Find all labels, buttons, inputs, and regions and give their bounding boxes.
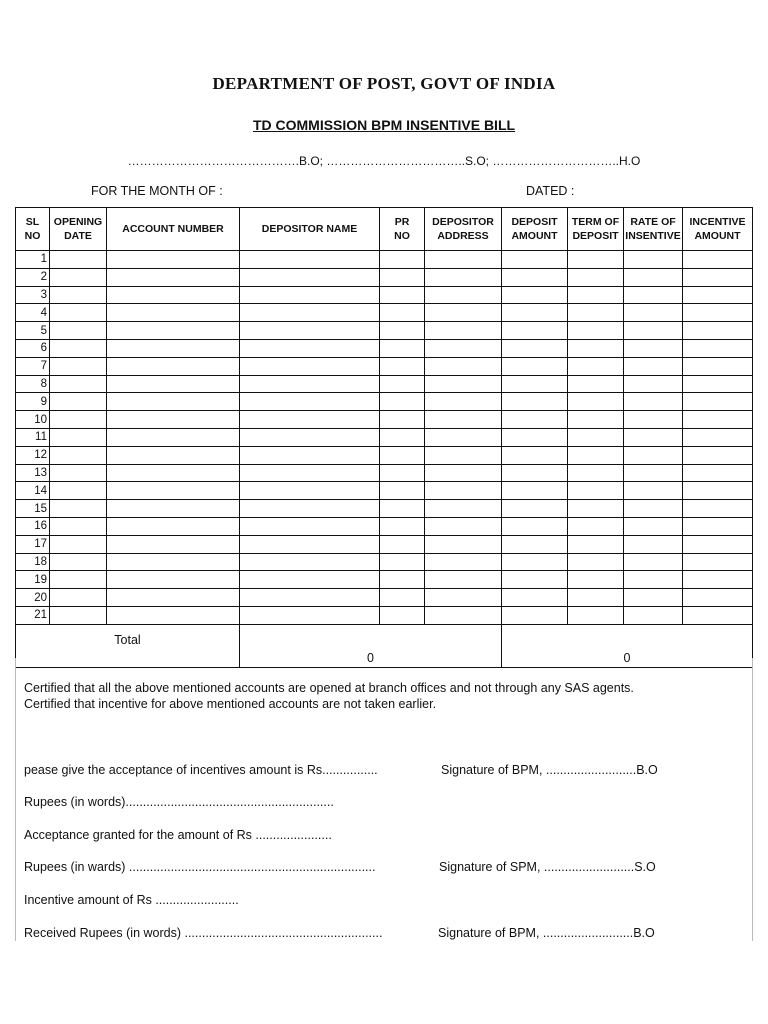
empty-cell bbox=[502, 553, 568, 571]
empty-cell bbox=[380, 482, 425, 500]
column-header-line: NO bbox=[394, 230, 410, 242]
empty-cell bbox=[380, 393, 425, 411]
serial-number: 1 bbox=[16, 251, 50, 269]
table-body bbox=[16, 251, 753, 625]
table-row bbox=[16, 535, 753, 553]
empty-cell bbox=[502, 500, 568, 518]
column-header-line: SL bbox=[25, 216, 40, 228]
serial-number: 4 bbox=[16, 304, 50, 322]
empty-cell bbox=[502, 446, 568, 464]
empty-cell bbox=[380, 535, 425, 553]
empty-cell bbox=[502, 251, 568, 269]
empty-cell bbox=[240, 357, 380, 375]
empty-cell bbox=[50, 606, 107, 624]
empty-cell bbox=[624, 571, 683, 589]
empty-cell bbox=[568, 464, 624, 482]
column-header-line: AMOUNT bbox=[511, 230, 558, 242]
empty-cell bbox=[107, 589, 240, 607]
empty-cell bbox=[240, 482, 380, 500]
empty-cell bbox=[683, 446, 753, 464]
empty-cell bbox=[624, 500, 683, 518]
empty-cell bbox=[425, 375, 502, 393]
empty-cell bbox=[624, 517, 683, 535]
column-header-line: AMOUNT bbox=[694, 230, 741, 242]
serial-number: 20 bbox=[16, 589, 50, 607]
column-header bbox=[568, 208, 624, 251]
serial-number: 11 bbox=[16, 428, 50, 446]
empty-cell bbox=[50, 535, 107, 553]
empty-cell bbox=[380, 411, 425, 429]
empty-cell bbox=[50, 571, 107, 589]
table-row bbox=[16, 553, 753, 571]
empty-cell bbox=[380, 286, 425, 304]
empty-cell bbox=[107, 375, 240, 393]
empty-cell bbox=[502, 375, 568, 393]
empty-cell bbox=[380, 464, 425, 482]
empty-cell bbox=[107, 606, 240, 624]
column-header-line: DEPOSITOR NAME bbox=[261, 223, 358, 235]
empty-cell bbox=[50, 517, 107, 535]
table-row bbox=[16, 482, 753, 500]
empty-cell bbox=[107, 500, 240, 518]
column-header bbox=[624, 208, 683, 251]
column-header-line: ADDRESS bbox=[437, 230, 489, 242]
certification-line-2: Certified that incentive for above mentioned accounts are not taken earlier. bbox=[24, 697, 437, 711]
empty-cell bbox=[425, 357, 502, 375]
empty-cell bbox=[568, 589, 624, 607]
empty-cell bbox=[107, 553, 240, 571]
empty-cell bbox=[240, 500, 380, 518]
empty-cell bbox=[50, 589, 107, 607]
table-row bbox=[16, 251, 753, 269]
empty-cell bbox=[683, 571, 753, 589]
empty-cell bbox=[502, 304, 568, 322]
empty-cell bbox=[624, 482, 683, 500]
empty-cell bbox=[240, 411, 380, 429]
table-row bbox=[16, 411, 753, 429]
empty-cell bbox=[107, 446, 240, 464]
empty-cell bbox=[240, 393, 380, 411]
empty-cell bbox=[624, 375, 683, 393]
empty-cell bbox=[380, 446, 425, 464]
column-header-line: ACCOUNT NUMBER bbox=[122, 223, 224, 235]
serial-number: 16 bbox=[16, 517, 50, 535]
empty-cell bbox=[624, 286, 683, 304]
table-row bbox=[16, 428, 753, 446]
column-header-line: INSENTIVE bbox=[625, 230, 681, 242]
empty-cell bbox=[380, 251, 425, 269]
empty-cell bbox=[50, 464, 107, 482]
serial-number: 7 bbox=[16, 357, 50, 375]
table-row bbox=[16, 606, 753, 624]
empty-cell bbox=[624, 339, 683, 357]
empty-cell bbox=[683, 482, 753, 500]
office-line: …………………………………….B.O; ……………………………..S.O; …………………………..H.O bbox=[127, 154, 641, 168]
empty-cell bbox=[683, 251, 753, 269]
empty-cell bbox=[624, 589, 683, 607]
serial-number: 5 bbox=[16, 322, 50, 340]
document-title: DEPARTMENT OF POST, GOVT OF INDIA bbox=[212, 74, 556, 93]
empty-cell bbox=[683, 464, 753, 482]
signature-spm: Signature of SPM, ..........................S.O bbox=[439, 860, 656, 874]
empty-cell bbox=[683, 553, 753, 571]
total-value-deposit: 0 bbox=[240, 624, 502, 667]
empty-cell bbox=[502, 339, 568, 357]
column-header-line: NO bbox=[24, 230, 41, 242]
empty-cell bbox=[107, 322, 240, 340]
empty-cell bbox=[502, 286, 568, 304]
column-header-line: PR bbox=[394, 216, 410, 228]
column-header bbox=[240, 208, 380, 251]
empty-cell bbox=[568, 268, 624, 286]
empty-cell bbox=[50, 375, 107, 393]
empty-cell bbox=[380, 589, 425, 607]
empty-cell bbox=[107, 393, 240, 411]
empty-cell bbox=[107, 464, 240, 482]
empty-cell bbox=[240, 375, 380, 393]
table-row bbox=[16, 286, 753, 304]
empty-cell bbox=[683, 500, 753, 518]
empty-cell bbox=[425, 304, 502, 322]
empty-cell bbox=[502, 606, 568, 624]
table-header-row bbox=[16, 208, 753, 251]
empty-cell bbox=[624, 553, 683, 571]
empty-cell bbox=[50, 500, 107, 518]
month-label: FOR THE MONTH OF : bbox=[91, 184, 223, 198]
column-header-line: OPENING bbox=[53, 216, 103, 228]
serial-number: 13 bbox=[16, 464, 50, 482]
empty-cell bbox=[240, 535, 380, 553]
serial-number: 6 bbox=[16, 339, 50, 357]
empty-cell bbox=[107, 411, 240, 429]
empty-cell bbox=[240, 322, 380, 340]
column-header bbox=[16, 208, 50, 251]
table-row bbox=[16, 304, 753, 322]
column-header-line: RATE OF bbox=[630, 216, 676, 228]
rupees-in-wards: Rupees (in wards) ....................................................................... bbox=[24, 860, 376, 874]
empty-cell bbox=[502, 428, 568, 446]
empty-cell bbox=[683, 428, 753, 446]
column-header-line: DEPOSIT bbox=[511, 216, 558, 228]
empty-cell bbox=[683, 517, 753, 535]
empty-cell bbox=[568, 339, 624, 357]
empty-cell bbox=[683, 589, 753, 607]
empty-cell bbox=[107, 251, 240, 269]
empty-cell bbox=[683, 606, 753, 624]
empty-cell bbox=[107, 571, 240, 589]
empty-cell bbox=[107, 339, 240, 357]
empty-cell bbox=[240, 304, 380, 322]
empty-cell bbox=[50, 428, 107, 446]
empty-cell bbox=[624, 322, 683, 340]
empty-cell bbox=[425, 446, 502, 464]
empty-cell bbox=[380, 375, 425, 393]
empty-cell bbox=[240, 446, 380, 464]
empty-cell bbox=[425, 411, 502, 429]
table-row bbox=[16, 375, 753, 393]
empty-cell bbox=[50, 286, 107, 304]
empty-cell bbox=[380, 517, 425, 535]
serial-number: 18 bbox=[16, 553, 50, 571]
empty-cell bbox=[425, 428, 502, 446]
empty-cell bbox=[107, 304, 240, 322]
empty-cell bbox=[683, 286, 753, 304]
table-row bbox=[16, 589, 753, 607]
empty-cell bbox=[568, 446, 624, 464]
empty-cell bbox=[568, 304, 624, 322]
table-row bbox=[16, 571, 753, 589]
empty-cell bbox=[425, 553, 502, 571]
empty-cell bbox=[425, 251, 502, 269]
certification-line-1: Certified that all the above mentioned accounts are opened at branch offices and not through any SAS agents. bbox=[24, 681, 634, 695]
empty-cell bbox=[683, 357, 753, 375]
dated-label: DATED : bbox=[526, 184, 575, 198]
empty-cell bbox=[50, 411, 107, 429]
empty-cell bbox=[425, 535, 502, 553]
column-header bbox=[380, 208, 425, 251]
empty-cell bbox=[380, 268, 425, 286]
empty-cell bbox=[107, 268, 240, 286]
empty-cell bbox=[425, 517, 502, 535]
empty-cell bbox=[107, 517, 240, 535]
table-row bbox=[16, 393, 753, 411]
column-header-line: DEPOSITOR bbox=[432, 216, 494, 228]
empty-cell bbox=[240, 571, 380, 589]
serial-number: 12 bbox=[16, 446, 50, 464]
total-label: Total bbox=[16, 624, 240, 667]
serial-number: 2 bbox=[16, 268, 50, 286]
empty-cell bbox=[624, 251, 683, 269]
empty-cell bbox=[380, 571, 425, 589]
column-header bbox=[502, 208, 568, 251]
empty-cell bbox=[624, 446, 683, 464]
empty-cell bbox=[683, 375, 753, 393]
empty-cell bbox=[240, 464, 380, 482]
empty-cell bbox=[425, 500, 502, 518]
empty-cell bbox=[240, 251, 380, 269]
empty-cell bbox=[50, 339, 107, 357]
empty-cell bbox=[425, 393, 502, 411]
empty-cell bbox=[502, 411, 568, 429]
serial-number: 19 bbox=[16, 571, 50, 589]
empty-cell bbox=[380, 339, 425, 357]
acceptance-granted: Acceptance granted for the amount of Rs ...................... bbox=[24, 828, 332, 842]
table-row bbox=[16, 464, 753, 482]
table-row bbox=[16, 446, 753, 464]
table-row bbox=[16, 500, 753, 518]
empty-cell bbox=[624, 428, 683, 446]
empty-cell bbox=[425, 339, 502, 357]
empty-cell bbox=[568, 517, 624, 535]
empty-cell bbox=[683, 322, 753, 340]
signature-bpm-1: Signature of BPM, ..........................B.O bbox=[441, 763, 658, 777]
empty-cell bbox=[50, 322, 107, 340]
empty-cell bbox=[50, 304, 107, 322]
empty-cell bbox=[624, 268, 683, 286]
incentive-amount: Incentive amount of Rs ........................ bbox=[24, 893, 239, 907]
empty-cell bbox=[683, 268, 753, 286]
empty-cell bbox=[425, 464, 502, 482]
empty-cell bbox=[502, 393, 568, 411]
empty-cell bbox=[624, 304, 683, 322]
empty-cell bbox=[240, 517, 380, 535]
empty-cell bbox=[240, 339, 380, 357]
empty-cell bbox=[624, 606, 683, 624]
empty-cell bbox=[624, 464, 683, 482]
column-header bbox=[50, 208, 107, 251]
empty-cell bbox=[502, 322, 568, 340]
empty-cell bbox=[425, 482, 502, 500]
empty-cell bbox=[683, 411, 753, 429]
column-header-line: DEPOSIT bbox=[572, 230, 619, 242]
column-header bbox=[107, 208, 240, 251]
empty-cell bbox=[380, 428, 425, 446]
empty-cell bbox=[380, 500, 425, 518]
serial-number: 17 bbox=[16, 535, 50, 553]
bill-subtitle: TD COMMISSION BPM INSENTIVE BILL bbox=[252, 117, 516, 133]
empty-cell bbox=[568, 571, 624, 589]
empty-cell bbox=[502, 482, 568, 500]
empty-cell bbox=[380, 553, 425, 571]
empty-cell bbox=[502, 589, 568, 607]
empty-cell bbox=[50, 553, 107, 571]
empty-cell bbox=[568, 286, 624, 304]
empty-cell bbox=[502, 535, 568, 553]
empty-cell bbox=[568, 482, 624, 500]
serial-number: 8 bbox=[16, 375, 50, 393]
empty-cell bbox=[683, 304, 753, 322]
empty-cell bbox=[568, 393, 624, 411]
table-row bbox=[16, 268, 753, 286]
acceptance-request: pease give the acceptance of incentives amount is Rs................ bbox=[24, 763, 378, 777]
empty-cell bbox=[425, 286, 502, 304]
empty-cell bbox=[50, 446, 107, 464]
table-row bbox=[16, 517, 753, 535]
column-header-line: INCENTIVE bbox=[689, 216, 746, 228]
column-header-line: TERM OF bbox=[571, 216, 620, 228]
empty-cell bbox=[568, 535, 624, 553]
empty-cell bbox=[683, 339, 753, 357]
empty-cell bbox=[502, 571, 568, 589]
empty-cell bbox=[107, 357, 240, 375]
empty-cell bbox=[50, 268, 107, 286]
table-row bbox=[16, 322, 753, 340]
empty-cell bbox=[425, 322, 502, 340]
empty-cell bbox=[380, 606, 425, 624]
empty-cell bbox=[502, 464, 568, 482]
empty-cell bbox=[240, 553, 380, 571]
column-header-line: DATE bbox=[64, 230, 92, 242]
empty-cell bbox=[240, 606, 380, 624]
empty-cell bbox=[568, 251, 624, 269]
serial-number: 3 bbox=[16, 286, 50, 304]
table-row bbox=[16, 357, 753, 375]
empty-cell bbox=[50, 482, 107, 500]
empty-cell bbox=[240, 589, 380, 607]
empty-cell bbox=[380, 357, 425, 375]
empty-cell bbox=[624, 357, 683, 375]
rupees-in-words-1: Rupees (in words)............................................................ bbox=[24, 795, 334, 809]
empty-cell bbox=[240, 268, 380, 286]
empty-cell bbox=[683, 535, 753, 553]
empty-cell bbox=[240, 428, 380, 446]
empty-cell bbox=[107, 535, 240, 553]
total-value-incentive: 0 bbox=[502, 624, 753, 667]
empty-cell bbox=[425, 589, 502, 607]
empty-cell bbox=[568, 357, 624, 375]
empty-cell bbox=[624, 393, 683, 411]
empty-cell bbox=[624, 535, 683, 553]
signature-bpm-2: Signature of BPM, ..........................B.O bbox=[438, 926, 655, 940]
column-header bbox=[683, 208, 753, 251]
empty-cell bbox=[425, 268, 502, 286]
empty-cell bbox=[568, 411, 624, 429]
empty-cell bbox=[568, 375, 624, 393]
empty-cell bbox=[107, 428, 240, 446]
empty-cell bbox=[50, 251, 107, 269]
empty-cell bbox=[624, 411, 683, 429]
empty-cell bbox=[568, 606, 624, 624]
empty-cell bbox=[240, 286, 380, 304]
bill-table bbox=[15, 207, 753, 668]
serial-number: 15 bbox=[16, 500, 50, 518]
empty-cell bbox=[568, 322, 624, 340]
empty-cell bbox=[380, 304, 425, 322]
empty-cell bbox=[568, 553, 624, 571]
column-header bbox=[425, 208, 502, 251]
serial-number: 10 bbox=[16, 411, 50, 429]
empty-cell bbox=[502, 357, 568, 375]
empty-cell bbox=[50, 393, 107, 411]
empty-cell bbox=[502, 517, 568, 535]
empty-cell bbox=[380, 322, 425, 340]
empty-cell bbox=[107, 482, 240, 500]
empty-cell bbox=[502, 268, 568, 286]
empty-cell bbox=[50, 357, 107, 375]
serial-number: 21 bbox=[16, 606, 50, 624]
empty-cell bbox=[425, 606, 502, 624]
received-rupees: Received Rupees (in words) ......................................................... bbox=[24, 926, 383, 940]
serial-number: 14 bbox=[16, 482, 50, 500]
serial-number: 9 bbox=[16, 393, 50, 411]
empty-cell bbox=[568, 500, 624, 518]
empty-cell bbox=[107, 286, 240, 304]
empty-cell bbox=[425, 571, 502, 589]
empty-cell bbox=[568, 428, 624, 446]
table-row bbox=[16, 339, 753, 357]
empty-cell bbox=[683, 393, 753, 411]
